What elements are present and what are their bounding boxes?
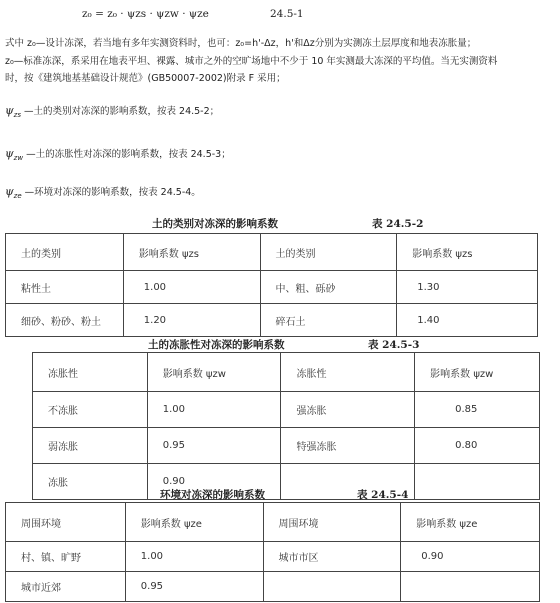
table-cell: 村、镇、旷野 <box>6 542 126 572</box>
table2-label: 表 24.5-3 <box>368 339 420 351</box>
header-cell: 影响系数 ψze <box>401 503 540 542</box>
table-cell: 强冻胀 <box>281 392 415 428</box>
coefficient-symbol: ψ <box>5 104 14 117</box>
coefficient-subscript: zw <box>13 154 24 162</box>
formula-number: 24.5-1 <box>270 8 304 20</box>
table1-title: 土的类别对冻深的影响系数 <box>152 218 278 230</box>
table-environment <box>5 502 540 602</box>
table-cell: 1.40 <box>397 304 538 337</box>
table-cell: 特强冻胀 <box>281 428 415 464</box>
table-cell: 0.95 <box>125 572 263 602</box>
header-cell: 影响系数 ψzw <box>415 353 540 392</box>
header-cell: 周围环境 <box>6 503 126 542</box>
table-soil-type <box>5 233 538 337</box>
table-row <box>33 464 540 500</box>
formula: z₀ = z₀ · ψzs · ψzw · ψze <box>82 8 209 20</box>
table-row <box>33 392 540 428</box>
header-cell: 影响系数 ψzs <box>123 234 260 271</box>
header-cell: 冻胀性 <box>281 353 415 392</box>
table-cell: 粘性土 <box>6 271 124 304</box>
header-cell: 影响系数 ψzs <box>397 234 538 271</box>
table3-title: 环境对冻深的影响系数 <box>160 489 265 501</box>
table-frost-heave <box>32 352 540 500</box>
table-cell: 冻胀 <box>33 464 148 500</box>
definition-line-2: z₀—标准冻深，系采用在地表平坦、裸露、城市之外的空旷场地中不少于 10 年实测最大冻深的平均值。当无实测资料 <box>5 56 498 67</box>
coefficient-subscript: zs <box>13 111 21 119</box>
table-cell: 0.85 <box>415 392 540 428</box>
table-cell: 1.00 <box>147 392 281 428</box>
table-row <box>33 428 540 464</box>
coefficient-subscript: ze <box>13 192 22 200</box>
coefficient-symbol: ψ <box>5 185 14 198</box>
table-cell: 0.80 <box>415 428 540 464</box>
table-cell <box>415 464 540 500</box>
table-cell: 不冻胀 <box>33 392 148 428</box>
header-cell: 冻胀性 <box>33 353 148 392</box>
table-row <box>6 304 538 337</box>
table-cell: 0.90 <box>147 464 281 500</box>
table-cell: 1.00 <box>125 542 263 572</box>
table-cell: 碎石土 <box>260 304 397 337</box>
table3-label: 表 24.5-4 <box>357 489 409 501</box>
table-cell: 城市市区 <box>263 542 401 572</box>
table2-title: 土的冻胀性对冻深的影响系数 <box>148 339 285 351</box>
definition-line-1: 式中 z₀—设计冻深，若当地有多年实测资料时，也可：z₀=h'-Δz，h'和Δz分别为实测冻土层厚度和地表冻胀量； <box>5 38 477 49</box>
table-cell: 0.90 <box>401 542 540 572</box>
header-cell: 影响系数 ψze <box>125 503 263 542</box>
definition-line-3: 时，按《建筑地基基础设计规范》(GB50007-2002)附录 F 采用； <box>5 73 286 84</box>
table1-label: 表 24.5-2 <box>372 218 424 230</box>
header-cell: 周围环境 <box>263 503 401 542</box>
table-header-row <box>33 353 540 392</box>
table-cell <box>263 572 401 602</box>
table-header-row <box>6 234 538 271</box>
table-cell: 城市近郊 <box>6 572 126 602</box>
table-cell: 1.00 <box>123 271 260 304</box>
table-cell: 0.95 <box>147 428 281 464</box>
header-cell: 土的类别 <box>6 234 124 271</box>
table-row <box>6 542 540 572</box>
coefficient-zs <box>5 103 219 119</box>
table-cell: 1.20 <box>123 304 260 337</box>
table-row <box>6 572 540 602</box>
header-cell: 土的类别 <box>260 234 397 271</box>
table-cell: 中、粗、砾砂 <box>260 271 397 304</box>
coefficient-ze <box>5 184 201 200</box>
coefficient-text: —土的类别对冻深的影响系数，按表 24.5-2； <box>24 106 220 117</box>
coefficient-symbol: ψ <box>5 147 14 160</box>
coefficient-zw <box>5 146 231 162</box>
coefficient-text: —土的冻胀性对冻深的影响系数，按表 24.5-3； <box>26 149 231 160</box>
table-cell: 1.30 <box>397 271 538 304</box>
table-cell: 细砂、粉砂、粉土 <box>6 304 124 337</box>
table-cell: 弱冻胀 <box>33 428 148 464</box>
table-cell <box>401 572 540 602</box>
table-row <box>6 271 538 304</box>
coefficient-text: —环境对冻深的影响系数，按表 24.5-4。 <box>24 187 201 198</box>
table-header-row <box>6 503 540 542</box>
header-cell: 影响系数 ψzw <box>147 353 281 392</box>
